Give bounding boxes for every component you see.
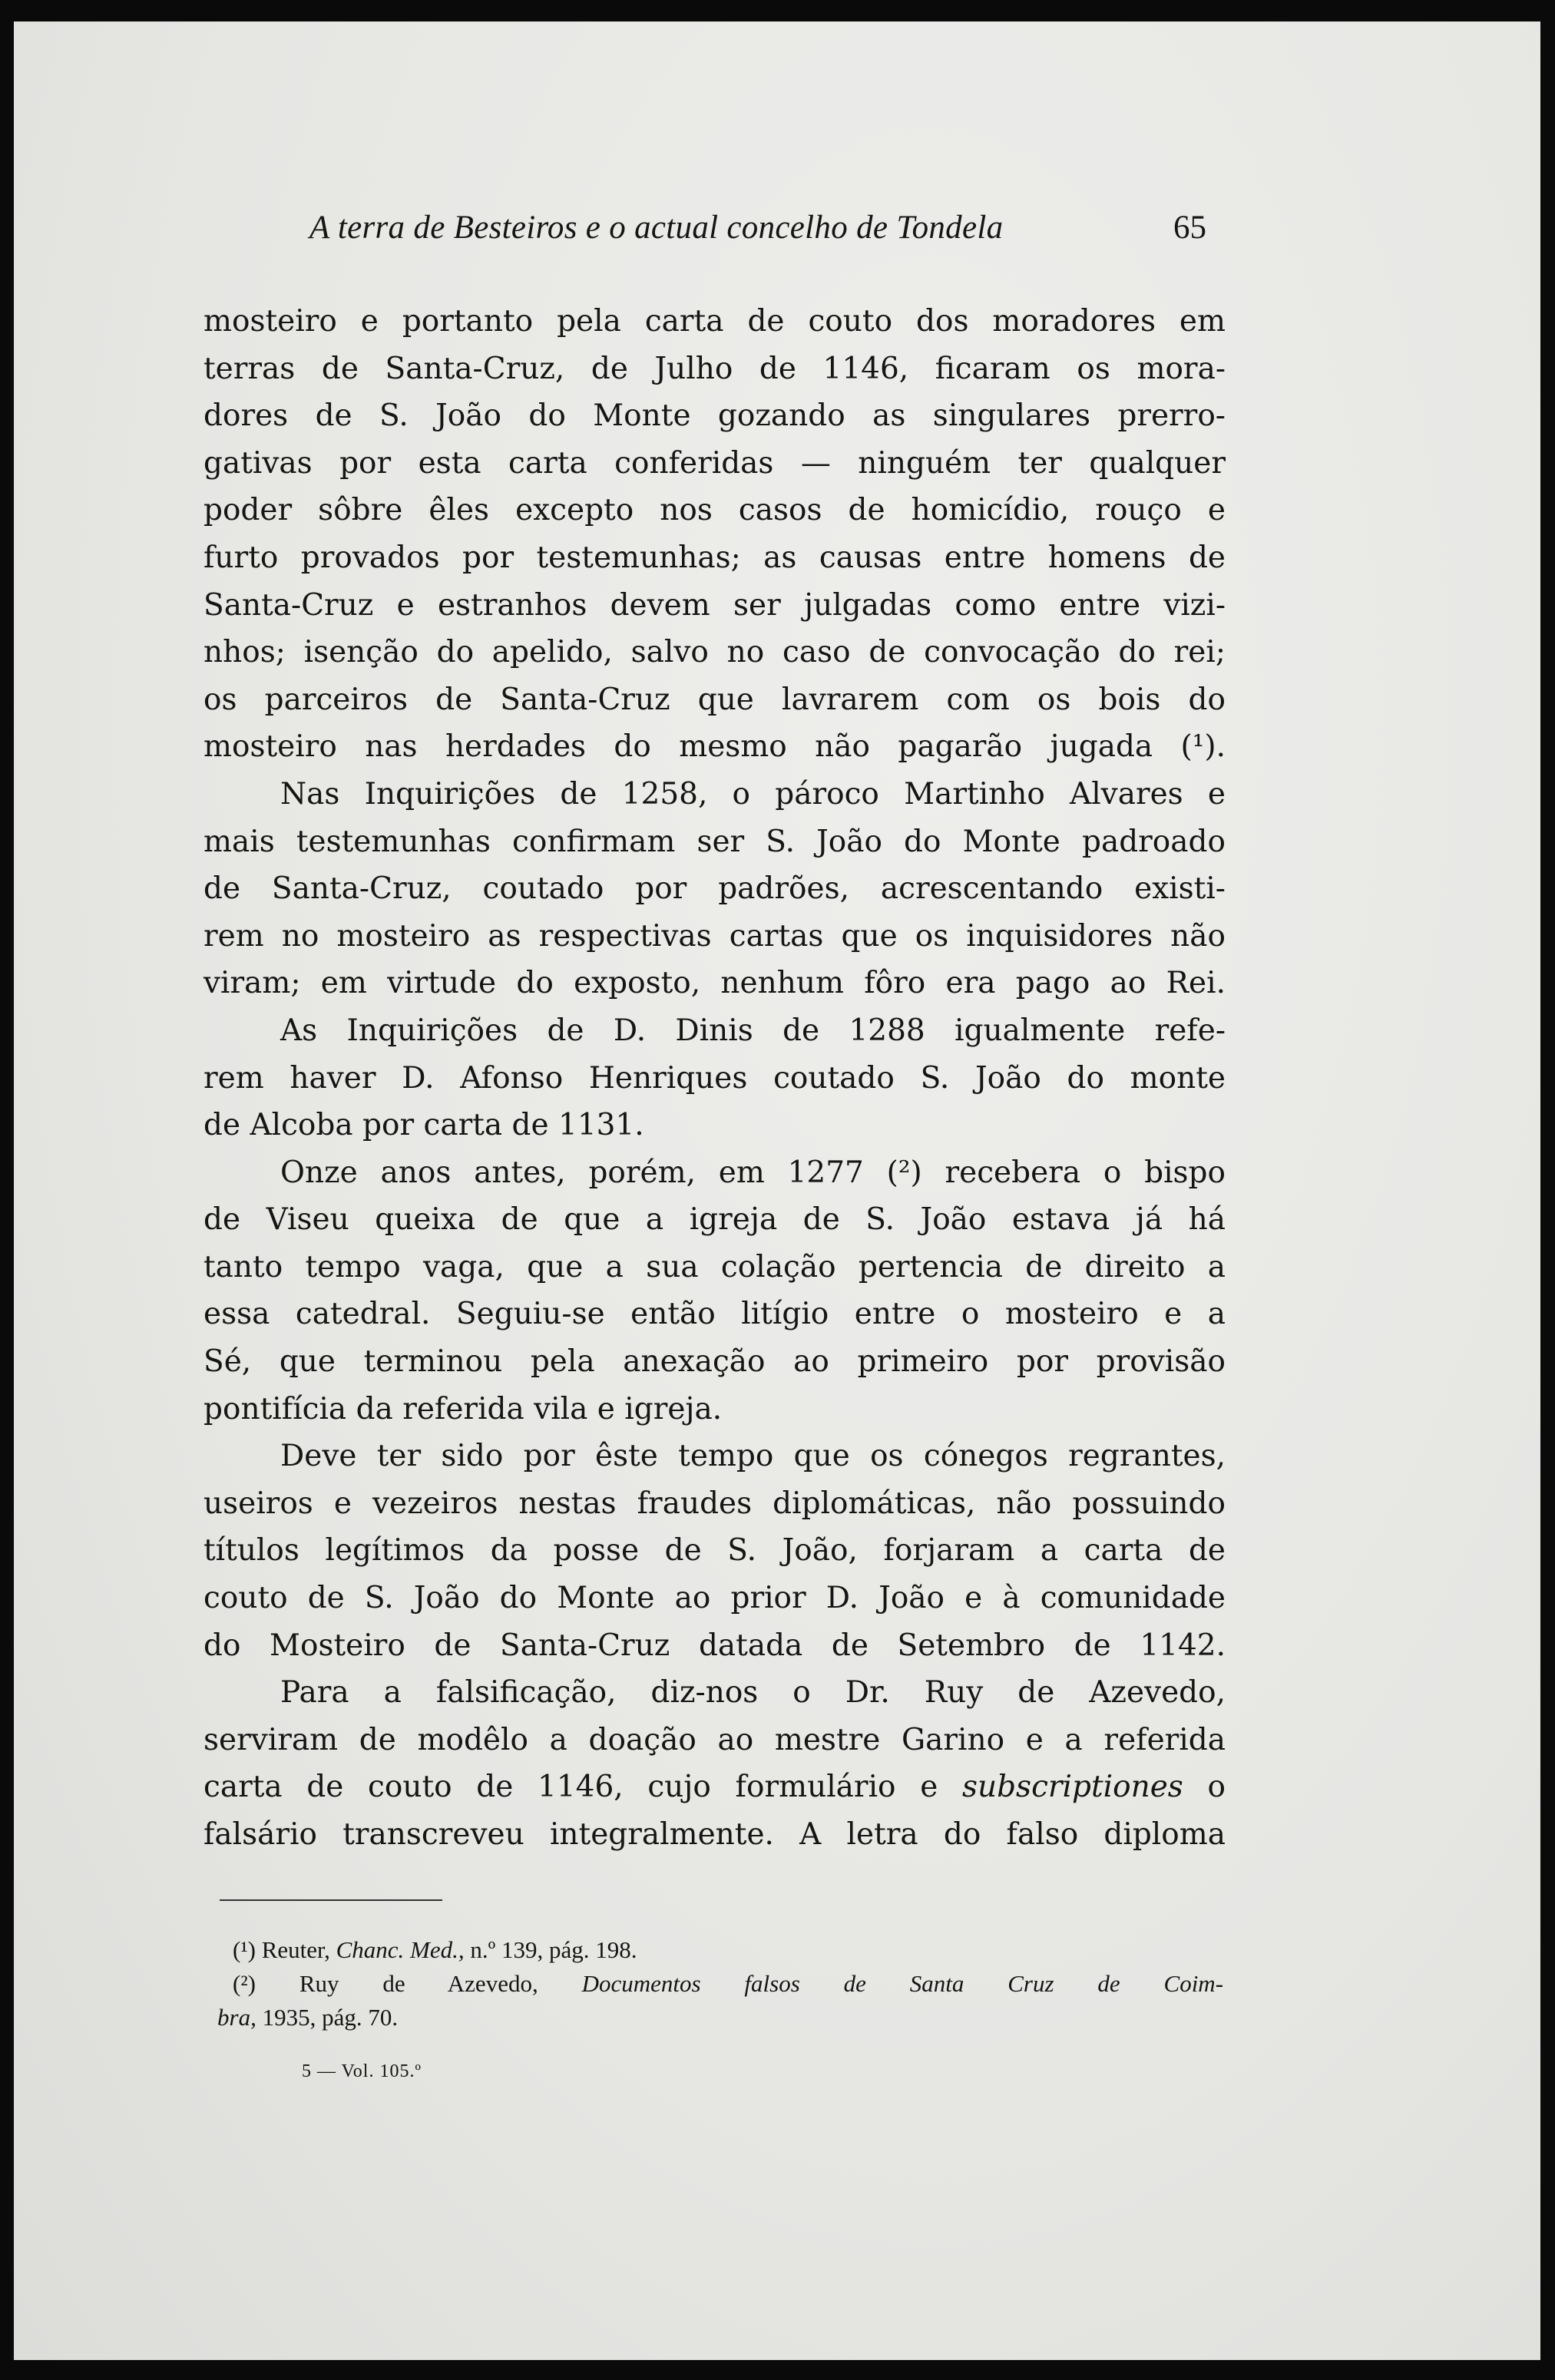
paragraph-last-line: pontifícia da referida vila e igreja. [203, 1391, 723, 1426]
body-line: os parceiros de Santa-Cruz que lavrarem com os bois do [203, 682, 1226, 717]
printer-signature: 5 — Vol. 105.º [302, 2061, 422, 2081]
paragraph-first-line: Onze anos antes, porém, em 1277 (²) recebera o bispo [280, 1155, 1226, 1190]
body-line: do Mosteiro de Santa-Cruz datada de Setembro de 1142. [203, 1628, 1226, 1663]
text-run: carta de couto de 1146, cujo formulário e [203, 1770, 938, 1805]
paragraph-last-line: de Alcoba por carta de 1131. [203, 1108, 644, 1143]
body-line: mais testemunhas confirmam ser S. João do Monte padroado [203, 824, 1226, 859]
body-line: dores de S. João do Monte gozando as singulares prerro- [203, 398, 1226, 434]
paragraph-first-line: Para a falsificação, diz-nos o Dr. Ruy de Azevedo, [280, 1675, 1226, 1711]
body-line: terras de Santa-Cruz, de Julho de 1146, ficaram os mora- [203, 351, 1226, 386]
body-line: de Santa-Cruz, coutado por padrões, acrescentando existi- [203, 871, 1226, 907]
footnote-divider [220, 1899, 442, 1901]
body-line: serviram de modêlo a doação ao mestre Garino e a referida [203, 1722, 1226, 1757]
body-line: nhos; isenção do apelido, salvo no caso de convocação do rei; [203, 635, 1226, 670]
body-line: gativas por esta carta conferidas — ninguém ter qualquer [203, 445, 1226, 481]
page-header [14, 209, 1540, 263]
footnote-marker: (¹) [233, 1936, 256, 1963]
body-line: falsário transcreveu integralmente. A letra do falso diploma [203, 1817, 1226, 1852]
body-line: Santa-Cruz e estranhos devem ser julgadas como entre vizi- [203, 587, 1226, 623]
body-line: viram; em virtude do exposto, nenhum fôro era pago ao Rei. [203, 966, 1226, 1001]
body-line: Sé, que terminou pela anexação ao primeiro por provisão [203, 1344, 1226, 1380]
paragraph-first-line: Nas Inquirições de 1258, o pároco Martinho Alvares e [280, 776, 1226, 812]
footnote-text: n.º 139, pág. 198. [470, 1936, 637, 1963]
footnotes [217, 1933, 1224, 2035]
page-number: 65 [1173, 210, 1206, 246]
running-title: A terra de Besteiros e o actual concelho de Tondela [309, 210, 1004, 246]
body-line: títulos legítimos da posse de S. João, forjaram a carta de [203, 1533, 1226, 1568]
footnote-text: 1935, pág. 70. [262, 2004, 399, 2031]
body-line: rem haver D. Afonso Henriques coutado S. João do monte [203, 1060, 1226, 1096]
body-line: rem no mosteiro as respectivas cartas que os inquisidores não [203, 918, 1226, 954]
paragraph-first-line: Deve ter sido por êste tempo que os cónegos regrantes, [280, 1439, 1226, 1474]
body-line: mosteiro nas herdades do mesmo não pagarão jugada (¹). [203, 729, 1226, 765]
footnote-text: Reuter, [261, 1936, 330, 1963]
body-line: de Viseu queixa de que a igreja de S. João estava já há [203, 1202, 1226, 1238]
footnote-marker: (²) [233, 1970, 256, 1997]
body-line-with-italic [203, 1764, 1226, 1811]
body-line: essa catedral. Seguiu-se então litígio entre o mosteiro e a [203, 1297, 1226, 1332]
body-text [203, 298, 1226, 1859]
footnote-italic: Chanc. Med., [336, 1936, 465, 1963]
footnote-italic: Documentos falsos de Santa Cruz de Coim- [581, 1970, 1224, 1997]
footnote-text: Ruy de Azevedo, [299, 1970, 538, 1997]
footnote-2-continuation [217, 2001, 1223, 2035]
body-line: couto de S. João do Monte ao prior D. João e à comunidade [203, 1581, 1226, 1616]
body-line: tanto tempo vaga, que a sua colação pertencia de direito a [203, 1249, 1226, 1284]
book-page [14, 21, 1540, 2360]
italic-term: subscriptiones [961, 1770, 1183, 1805]
footnote-italic: bra, [217, 2004, 256, 2031]
footnote-1 [233, 1933, 1223, 1967]
body-line: furto provados por testemunhas; as causas entre homens de [203, 540, 1226, 575]
paragraph-first-line: As Inquirições de D. Dinis de 1288 igualmente refe- [280, 1013, 1226, 1048]
body-line: mosteiro e portanto pela carta de couto dos moradores em [203, 304, 1226, 339]
footnote-2 [233, 1967, 1223, 2001]
body-line: poder sôbre êles excepto nos casos de homicídio, rouço e [203, 493, 1226, 528]
text-run: o [1207, 1770, 1226, 1805]
body-line: useiros e vezeiros nestas fraudes diplomáticas, não possuindo [203, 1486, 1226, 1521]
